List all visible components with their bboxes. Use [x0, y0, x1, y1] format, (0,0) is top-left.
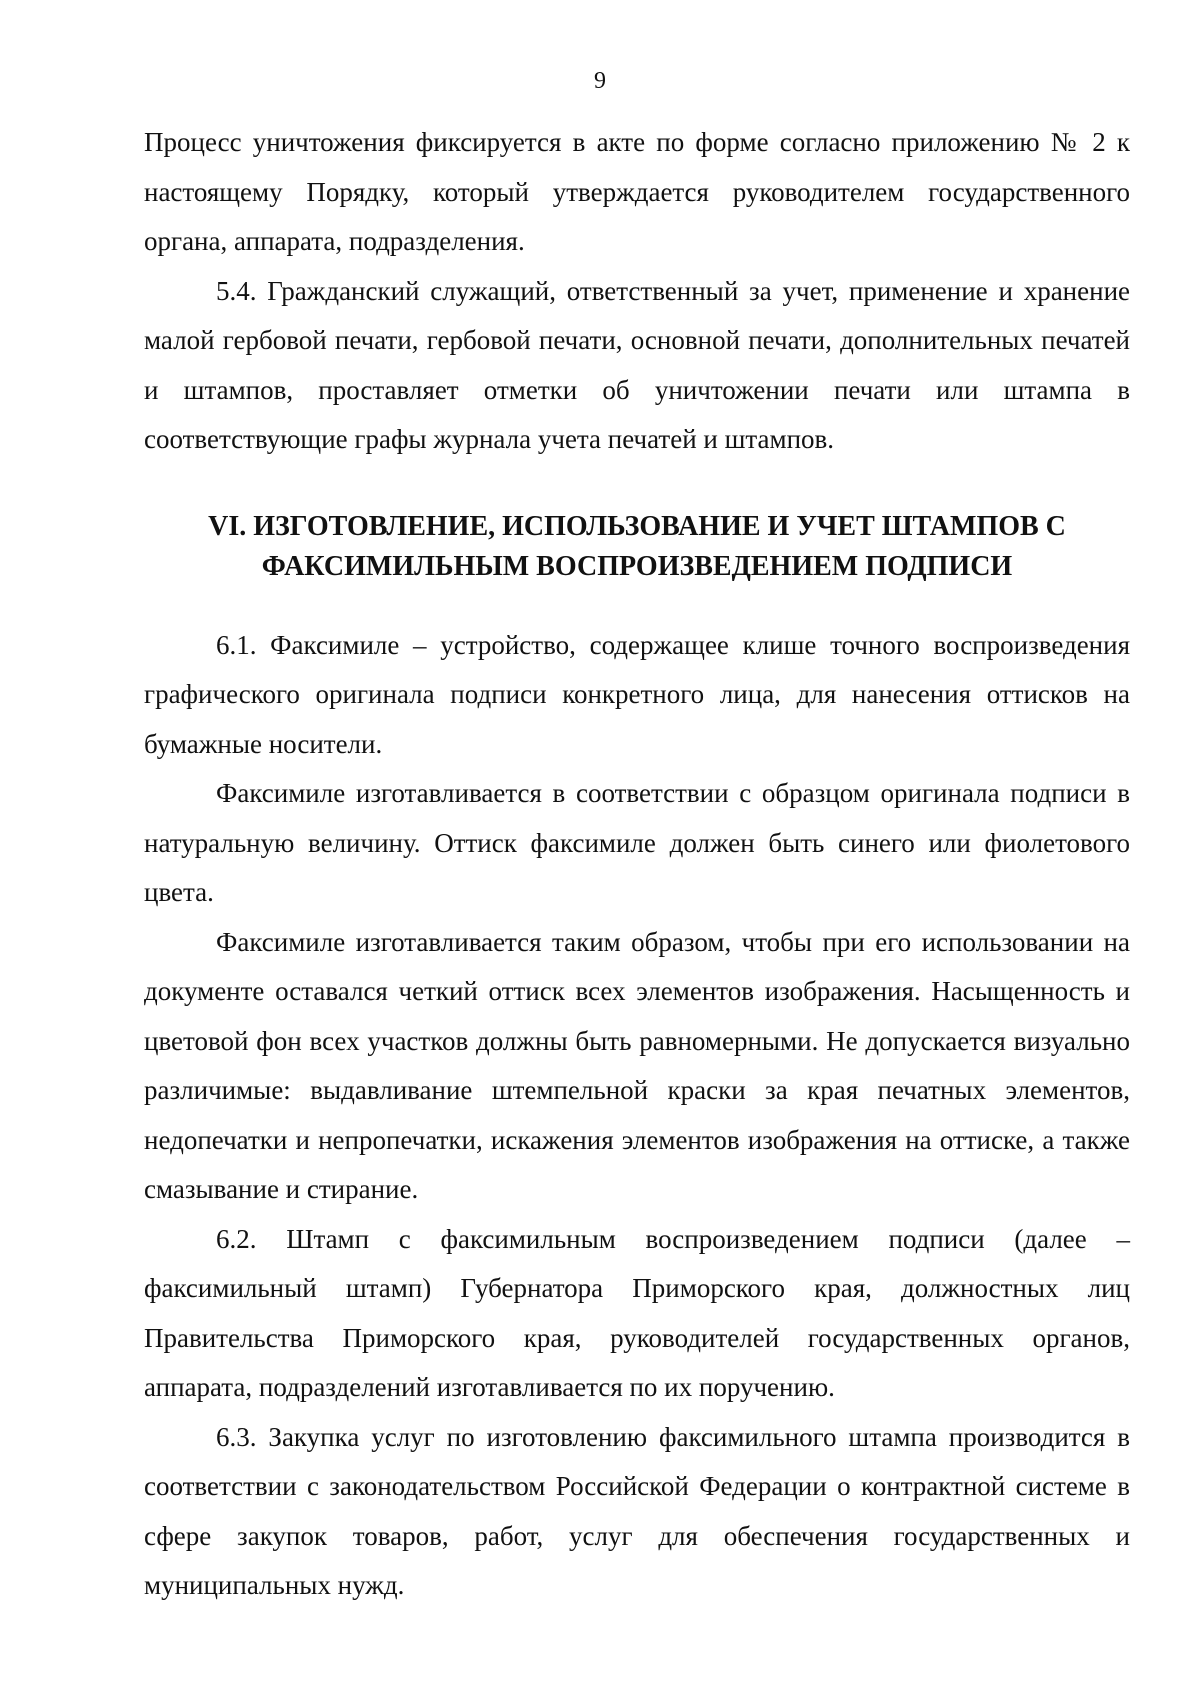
paragraph-6-3: 6.3. Закупка услуг по изготовлению факсимильного штампа производится в соответствии с законодательством Российской Федерации о контрактной системе в сфере закупок товаров, работ, услуг для обеспечения государственных и муниципальных нужд.	[144, 1421, 1130, 1600]
paragraph-facsimile-quality: Факсимиле изготавливается таким образом, чтобы при его использовании на документе оставался четкий оттиск всех элементов изображения. Насыщенность и цветовой фон всех участков должны быть равномерными. Не допускается визуально различимые: выдавливание штемпельной краски за края печатных элементов, недопечатки и непропечатки, искажения элементов изображения на оттиске, а также смазывание и стирание.	[144, 926, 1130, 1204]
paragraph-6-1: 6.1. Факсимиле – устройство, содержащее клише точного воспроизведения графического оригинала подписи конкретного лица, для нанесения оттисков на бумажные носители.	[144, 629, 1130, 759]
section-heading-line-1: VI. ИЗГОТОВЛЕНИЕ, ИСПОЛЬЗОВАНИЕ И УЧЕТ ШТАМПОВ С	[208, 510, 1066, 542]
paragraph-5-4: 5.4. Гражданский служащий, ответственный за учет, применение и хранение малой гербовой печати, гербовой печати, основной печати, дополнительных печатей и штампов, проставляет отметки об уничтожении печати или штампа в соответствующие графы журнала учета печатей и штампов.	[144, 275, 1130, 454]
section-heading-vi	[144, 507, 1130, 587]
paragraph-destruction-act: Процесс уничтожения фиксируется в акте по форме согласно приложению № 2 к настоящему Порядку, который утверждается руководителем государственного органа, аппарата, подразделения.	[144, 127, 1130, 256]
paragraph-6-2: 6.2. Штамп с факсимильным воспроизведением подписи (далее – факсимильный штамп) Губернатора Приморского края, должностных лиц Правительства Приморского края, руководителей государственных органов, аппарата, подразделений изготавливается по их поручению.	[144, 1223, 1130, 1402]
section-heading-line-2: ФАКСИМИЛЬНЫМ ВОСПРОИЗВЕДЕНИЕМ ПОДПИСИ	[261, 550, 1013, 582]
document-body	[144, 118, 1130, 1611]
paragraph-facsimile-color: Факсимиле изготавливается в соответствии с образцом оригинала подписи в натуральную величину. Оттиск факсимиле должен быть синего или фиолетового цвета.	[144, 778, 1130, 907]
page-number: 9	[594, 68, 606, 94]
